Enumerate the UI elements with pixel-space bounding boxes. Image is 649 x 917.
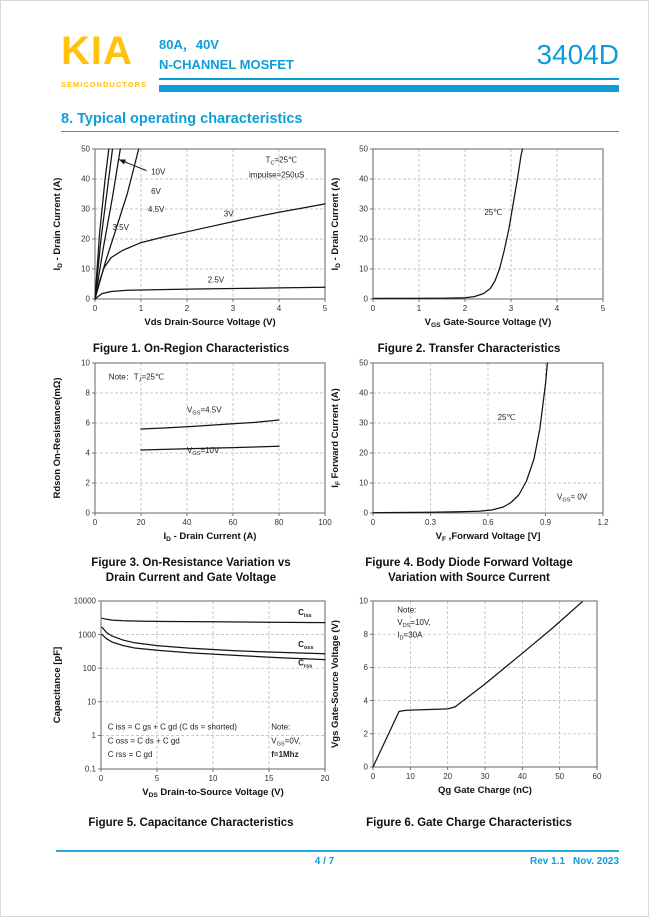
svg-text:40: 40 <box>81 174 90 184</box>
svg-text:20: 20 <box>443 772 453 781</box>
svg-text:1.2: 1.2 <box>597 518 609 527</box>
figure-4-caption <box>327 556 611 586</box>
figure-6-caption <box>327 816 611 831</box>
svg-text:VGS Gate-Source Voltage (V): $V_{GS}$ Gate-Source Voltage (V) <box>424 317 552 329</box>
svg-text:15: 15 <box>264 774 274 783</box>
logo-subtext: SEMICONDUCTORS <box>61 80 147 89</box>
figure-4-chart <box>327 353 611 549</box>
svg-text:0: 0 <box>370 772 376 781</box>
svg-text:1: 1 <box>91 731 96 741</box>
svg-text:ID=30A: $I_D=30A$ <box>397 630 423 642</box>
svg-text:3: 3 <box>508 304 514 313</box>
caption-line: Figure 1. On-Region Characteristics <box>92 343 290 355</box>
svg-text:0.3: 0.3 <box>424 518 437 527</box>
svg-text:50: 50 <box>359 144 368 154</box>
svg-text:0: 0 <box>370 304 376 313</box>
svg-text:TC=25℃: $T_C=25℃$ <box>265 155 298 167</box>
caption-line: Figure 5. Capacitance Characteristics <box>88 817 294 829</box>
svg-text:0: 0 <box>98 774 104 783</box>
svg-text:VGS=4.5V: $V_{GS}=4.5V$ <box>187 405 222 417</box>
svg-text:10V: 10V <box>151 167 166 177</box>
svg-text:10: 10 <box>81 264 90 274</box>
svg-text:30: 30 <box>81 204 90 214</box>
svg-text:VGS=0V,: $V_{GS}=0V$, <box>271 736 301 748</box>
svg-text:30: 30 <box>359 418 368 428</box>
caption-line: Figure 6. Gate Charge Characteristics <box>366 817 572 829</box>
footer-page-indicator: 4 / 7 <box>314 856 335 867</box>
footer-rule <box>56 850 619 852</box>
svg-text:C rss = C gd: C rss = C gd <box>107 749 153 759</box>
caption-line: Figure 3. On-Resistance Variation vs <box>91 557 291 569</box>
svg-text:30: 30 <box>359 204 368 214</box>
svg-text:2: 2 <box>462 304 468 313</box>
svg-text:60: 60 <box>228 518 238 527</box>
svg-text:10: 10 <box>359 596 368 606</box>
svg-text:40: 40 <box>182 518 192 527</box>
svg-text:20: 20 <box>81 234 90 244</box>
svg-text:0: 0 <box>85 294 90 304</box>
svg-text:0.6: 0.6 <box>482 518 494 527</box>
svg-text:impulse=250uS: impulse=250uS <box>249 170 305 180</box>
svg-text:10: 10 <box>208 774 218 783</box>
svg-text:0.1: 0.1 <box>84 764 96 774</box>
svg-text:Qg Gate Charge (nC): Qg Gate Charge (nC) <box>438 785 532 796</box>
svg-text:8: 8 <box>85 388 90 398</box>
svg-text:VDS=10V,: $V_{DS}=10V$, <box>397 618 431 630</box>
device-summary <box>159 35 294 74</box>
caption-line: Figure 4. Body Diode Forward Voltage <box>365 557 573 569</box>
svg-text:100: 100 <box>318 518 332 527</box>
header-rule-thick <box>159 85 619 92</box>
svg-text:VDS Drain-to-Source Voltage (: $V_{DS}$ Drain-to-Source Voltage (V) <box>142 787 284 799</box>
svg-text:0: 0 <box>92 304 98 313</box>
svg-text:Rdson On-Resistance(mΩ): Rdson On-Resistance(mΩ) <box>52 377 63 499</box>
svg-text:40: 40 <box>517 772 527 781</box>
part-number: 3404D <box>536 39 619 70</box>
svg-text:Note:: Note: <box>271 722 291 732</box>
svg-text:VF ,Forward Voltage [V]: $V_F$ ,Forward Voltage [V] <box>435 531 541 543</box>
caption-line: Figure 2. Transfer Characteristics <box>377 343 561 355</box>
svg-text:50: 50 <box>555 772 565 781</box>
svg-text:ID - Drain Current (A): $I_D$ - Drain Current (A) <box>52 177 64 271</box>
section-title: 8. Typical operating characteristics <box>61 111 619 132</box>
device-rating: 80A，40V <box>159 37 219 52</box>
figure-2 <box>327 139 611 357</box>
svg-text:100: 100 <box>82 663 96 673</box>
device-type: N-CHANNEL MOSFET <box>159 56 294 72</box>
svg-text:Note:: Note: <box>397 605 417 615</box>
svg-text:4: 4 <box>363 696 368 706</box>
svg-text:6: 6 <box>85 418 90 428</box>
svg-text:4: 4 <box>85 448 90 458</box>
svg-text:8: 8 <box>363 629 368 639</box>
svg-text:30: 30 <box>480 772 490 781</box>
svg-text:60: 60 <box>592 772 602 781</box>
svg-text:Ciss: $C_{iss}$ <box>298 608 312 620</box>
svg-text:25℃: 25℃ <box>497 413 516 422</box>
figure-6-chart <box>327 595 611 809</box>
svg-text:Vgs Gate-Source Voltage (V): Vgs Gate-Source Voltage (V) <box>330 619 341 749</box>
revision-label: Rev 1.1 <box>530 856 566 867</box>
svg-text:0: 0 <box>85 508 90 518</box>
svg-text:40: 40 <box>359 174 368 184</box>
svg-text:40: 40 <box>359 388 368 398</box>
svg-text:50: 50 <box>81 144 90 154</box>
svg-text:Vds Drain-Source Voltage (V): Vds Drain-Source Voltage (V) <box>144 317 276 328</box>
svg-text:10: 10 <box>359 264 368 274</box>
caption-line: Variation with Source Current <box>388 571 550 584</box>
svg-text:20: 20 <box>136 518 146 527</box>
svg-text:50: 50 <box>359 358 368 368</box>
svg-text:0: 0 <box>370 518 376 527</box>
svg-text:1000: 1000 <box>78 630 96 640</box>
svg-text:ID - Drain Current (A): $I_D$ - Drain Current (A) <box>330 177 342 271</box>
figure-3-chart <box>49 353 333 549</box>
figure-3 <box>49 353 333 586</box>
svg-text:10: 10 <box>359 478 368 488</box>
svg-text:1: 1 <box>138 304 144 313</box>
figure-1-chart <box>49 139 333 335</box>
svg-text:20: 20 <box>359 448 368 458</box>
footer-revision <box>522 856 619 867</box>
svg-text:4.5V: 4.5V <box>147 205 165 214</box>
svg-text:5: 5 <box>600 304 606 313</box>
svg-text:0: 0 <box>363 508 368 518</box>
figure-3-caption <box>49 556 333 586</box>
svg-text:3: 3 <box>230 304 236 313</box>
svg-text:0: 0 <box>363 762 368 772</box>
caption-line: Drain Current and Gate Voltage <box>105 571 277 584</box>
figure-4 <box>327 353 611 586</box>
svg-text:IF Forward Current (A): $I_F$ Forward Current (A) <box>330 388 342 488</box>
svg-text:C oss = C ds + C gd: C oss = C ds + C gd <box>107 736 180 746</box>
svg-text:0: 0 <box>92 518 98 527</box>
svg-text:f=1Mhz: f=1Mhz <box>271 749 299 759</box>
svg-text:2: 2 <box>85 478 90 488</box>
figure-1 <box>49 139 333 357</box>
svg-text:4: 4 <box>554 304 560 313</box>
svg-text:10000: 10000 <box>73 596 96 606</box>
header-rule-thin <box>159 78 619 80</box>
svg-text:5: 5 <box>154 774 160 783</box>
svg-text:0.9: 0.9 <box>539 518 552 527</box>
figure-5 <box>49 595 333 831</box>
svg-text:Capacitance [pF]: Capacitance [pF] <box>52 646 63 724</box>
svg-text:2: 2 <box>363 729 368 739</box>
figure-6 <box>327 595 611 831</box>
svg-text:20: 20 <box>320 774 330 783</box>
svg-text:80: 80 <box>274 518 284 527</box>
svg-text:5: 5 <box>322 304 328 313</box>
figure-5-caption <box>49 816 333 831</box>
svg-text:VGS= 0V: $V_{GS}= 0V$ <box>557 492 588 504</box>
figure-5-chart <box>49 595 333 809</box>
svg-text:4: 4 <box>276 304 282 313</box>
svg-text:3.5V: 3.5V <box>112 223 129 232</box>
svg-text:10: 10 <box>87 697 96 707</box>
svg-text:Crss: $C_{rss}$ <box>298 658 313 670</box>
svg-text:25℃: 25℃ <box>484 208 503 217</box>
svg-text:ID - Drain Current (A): $I_D$ - Drain Current (A) <box>163 531 257 543</box>
figure-2-chart <box>327 139 611 335</box>
kia-logo: KIA <box>61 29 133 73</box>
svg-text:2.5V: 2.5V <box>207 275 225 285</box>
svg-text:VGS=10V: $V_{GS}=10V$ <box>187 446 220 457</box>
svg-text:C iss = C gs + C gd (C ds = sh: C iss = C gs + C gd (C ds = shorted) <box>107 722 237 732</box>
svg-text:Note：TJ=25℃: Note：$T_J=25℃$ <box>108 372 164 384</box>
svg-text:20: 20 <box>359 234 368 244</box>
svg-text:10: 10 <box>405 772 415 781</box>
svg-text:6: 6 <box>363 663 368 673</box>
svg-text:2: 2 <box>184 304 190 313</box>
svg-text:3V: 3V <box>223 209 234 219</box>
revision-date: Nov. 2023 <box>573 856 619 867</box>
svg-text:10: 10 <box>81 358 90 368</box>
svg-text:Coss: $C_{oss}$ <box>298 639 314 651</box>
svg-text:1: 1 <box>416 304 422 313</box>
svg-text:0: 0 <box>363 294 368 304</box>
svg-text:6V: 6V <box>151 187 161 196</box>
